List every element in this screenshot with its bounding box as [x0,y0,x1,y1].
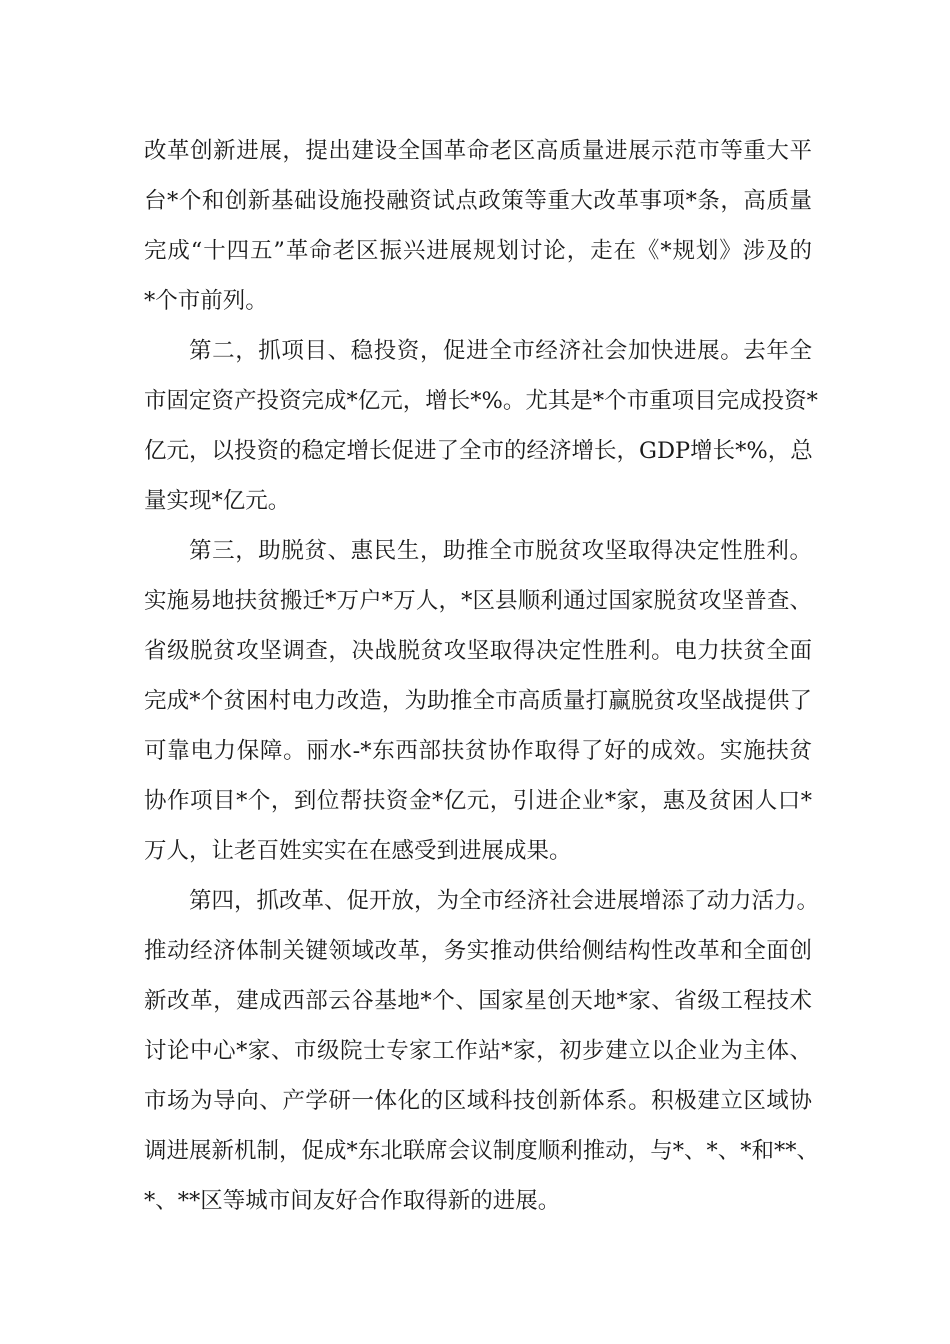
paragraph-1 [144,126,812,326]
text-line: 市场为导向、产学研一体化的区域科技创新体系。积极建立区域协 [144,1088,812,1114]
document-body [144,126,820,1226]
text-line: 第三，助脱贫、惠民生，助推全市脱贫攻坚取得决定性胜利。 [189,538,812,564]
text-line: 协作项目*个，到位帮扶资金*亿元，引进企业*家，惠及贫困人口* [144,788,812,814]
text-line: 可靠电力保障。丽水-*东西部扶贫协作取得了好的成效。实施扶贫 [144,738,812,764]
text-line: 第四，抓改革、促开放，为全市经济社会进展增添了动力活力。 [189,888,820,914]
text-line: 亿元，以投资的稳定增长促进了全市的经济增长，GDP增长*%，总 [144,438,813,464]
text-line: 讨论中心*家、市级院士专家工作站*家，初步建立以企业为主体、 [144,1038,812,1064]
text-line: 推动经济体制关键领域改革，务实推动供给侧结构性改革和全面创 [144,938,812,964]
text-line: 完成“十四五”革命老区振兴进展规划讨论，走在《*规划》涉及的 [144,238,812,264]
text-line: 第二，抓项目、稳投资，促进全市经济社会加快进展。去年全 [189,338,812,364]
paragraph-2 [144,326,818,526]
paragraph-4 [144,876,820,1226]
text-line: 市固定资产投资完成*亿元，增长*%。尤其是*个市重项目完成投资* [144,388,818,414]
text-line: 调进展新机制，促成*东北联席会议制度顺利推动，与*、*、*和**、 [144,1138,820,1164]
text-line: 新改革，建成西部云谷基地*个、国家星创天地*家、省级工程技术 [144,988,812,1014]
paragraph-3 [144,526,812,876]
text-line: 省级脱贫攻坚调查，决战脱贫攻坚取得决定性胜利。电力扶贫全面 [144,638,812,664]
text-line: 实施易地扶贫搬迁*万户*万人，*区县顺利通过国家脱贫攻坚普查、 [144,588,812,614]
text-line: 改革创新进展，提出建设全国革命老区高质量进展示范市等重大平 [144,138,812,164]
text-line: 完成*个贫困村电力改造，为助推全市高质量打赢脱贫攻坚战提供了 [144,688,812,714]
text-line: 万人，让老百姓实实在在感受到进展成果。 [144,838,572,864]
text-line: *个市前列。 [144,288,268,314]
text-line: *、**区等城市间友好合作取得新的进展。 [144,1188,561,1214]
text-line: 台*个和创新基础设施投融资试点政策等重大改革事项*条，高质量 [144,188,812,214]
text-line: 量实现*亿元。 [144,488,291,514]
